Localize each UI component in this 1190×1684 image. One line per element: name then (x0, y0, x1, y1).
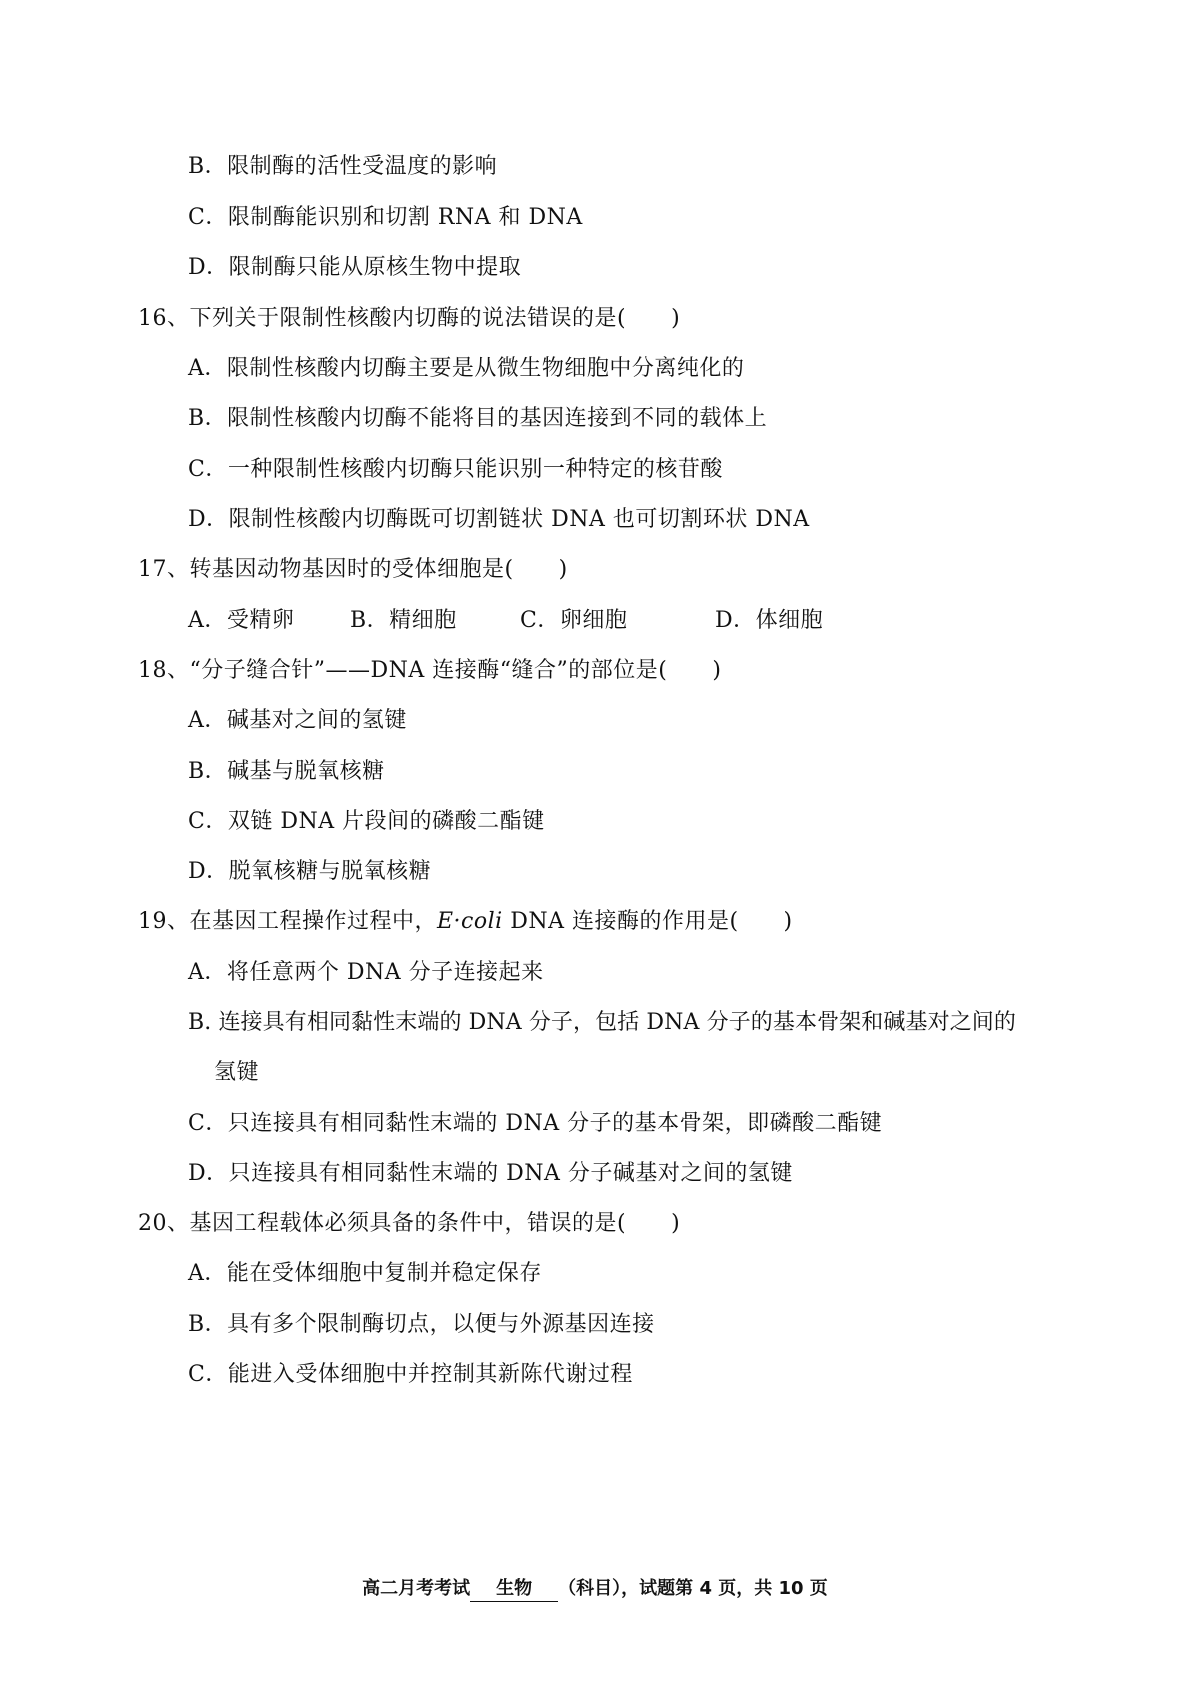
footer-page-info: （科目），试题第 4 页，共 10 页 (558, 1578, 828, 1599)
q15-option-b: B．限制酶的活性受温度的影响 (188, 154, 498, 179)
q19-option-d: D．只连接具有相同黏性末端的 DNA 分子碱基对之间的氢键 (188, 1161, 793, 1186)
q18-option-c: C．双链 DNA 片段间的磷酸二酯键 (188, 809, 545, 834)
q18-option-d: D．脱氧核糖与脱氧核糖 (188, 859, 432, 884)
q20-stem: 20、基因工程载体必须具备的条件中，错误的是( ) (138, 1211, 681, 1236)
q19-option-b-line1: B. 连接具有相同黏性末端的 DNA 分子，包括 DNA 分子的基本骨架和碱基对之间的 (188, 1010, 1016, 1035)
q19-stem (138, 907, 793, 937)
q17-option-d: D．体细胞 (715, 608, 824, 633)
q19-option-a: A．将任意两个 DNA 分子连接起来 (188, 960, 544, 985)
q17-stem: 17、转基因动物基因时的受体细胞是( ) (138, 557, 568, 582)
q16-option-d: D．限制性核酸内切酶既可切割链状 DNA 也可切割环状 DNA (188, 507, 810, 532)
q18-option-a: A．碱基对之间的氢键 (188, 708, 407, 733)
q15-option-d: D．限制酶只能从原核生物中提取 (188, 255, 522, 280)
q20-option-b: B．具有多个限制酶切点，以便与外源基因连接 (188, 1312, 655, 1337)
q16-stem: 16、下列关于限制性核酸内切酶的说法错误的是( ) (138, 306, 681, 331)
q16-option-c: C．一种限制性核酸内切酶只能识别一种特定的核苷酸 (188, 457, 723, 482)
q19-stem-prefix: 19、在基因工程操作过程中， (138, 909, 437, 934)
q20-option-a: A．能在受体细胞中复制并稳定保存 (188, 1261, 542, 1286)
page-footer (0, 1577, 1190, 1602)
q19-stem-suffix: DNA 连接酶的作用是( ) (502, 909, 793, 934)
q19-stem-species: E·coli (437, 909, 503, 934)
q15-option-c: C．限制酶能识别和切割 RNA 和 DNA (188, 205, 583, 230)
q19-option-b-line2: 氢键 (214, 1060, 260, 1085)
q16-option-a: A．限制性核酸内切酶主要是从微生物细胞中分离纯化的 (188, 356, 745, 381)
footer-exam-name: 高二月考考试 (362, 1578, 471, 1599)
q18-option-b: B．碱基与脱氧核糖 (188, 759, 385, 784)
q16-option-b: B．限制性核酸内切酶不能将目的基因连接到不同的载体上 (188, 406, 768, 431)
q17-option-b: B．精细胞 (350, 608, 457, 633)
q17-option-c: C．卵细胞 (520, 608, 628, 633)
q20-option-c: C．能进入受体细胞中并控制其新陈代谢过程 (188, 1362, 633, 1387)
q19-option-c: C．只连接具有相同黏性末端的 DNA 分子的基本骨架，即磷酸二酯键 (188, 1111, 883, 1136)
footer-subject: 生物 (470, 1577, 558, 1602)
q18-stem: 18、“分子缝合针”——DNA 连接酶“缝合”的部位是( ) (138, 658, 722, 683)
q17-options (188, 606, 823, 636)
q17-option-a: A．受精卵 (188, 608, 295, 633)
